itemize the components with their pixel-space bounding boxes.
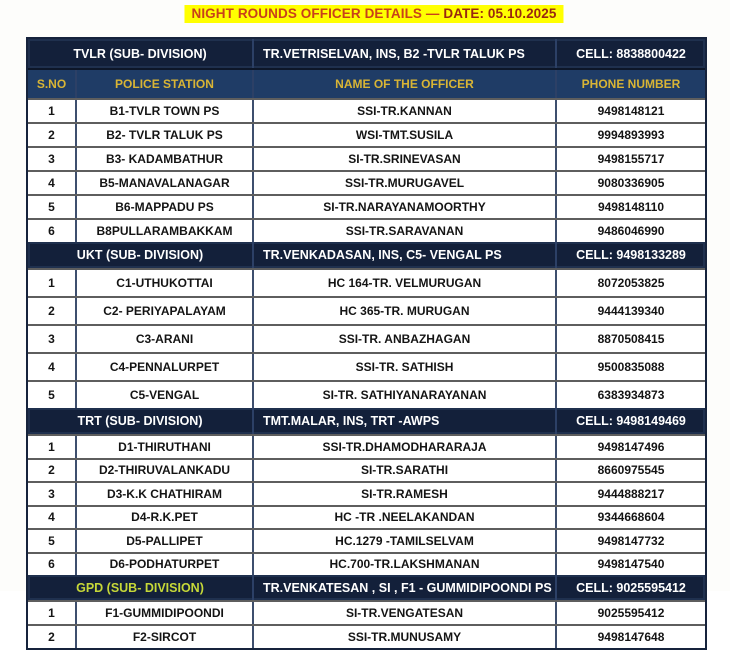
sno-cell: 1 <box>28 270 77 296</box>
phone-cell: 9486046990 <box>597 224 665 238</box>
table-row <box>28 146 705 170</box>
phone-cell: 9498148121 <box>597 104 665 118</box>
sno-cell: 5 <box>28 382 77 408</box>
officer-cell: SI-TR. SATHIYANARAYANAN <box>254 382 557 408</box>
station-cell: F1-GUMMIDIPOONDI <box>77 602 254 624</box>
sno-cell: 6 <box>28 554 77 576</box>
sno-cell: 3 <box>28 148 77 170</box>
section-header-row <box>28 39 705 68</box>
station-cell: D2-THIRUVALANKADU <box>77 460 254 482</box>
sno-cell: 2 <box>28 460 77 482</box>
sno-cell: 2 <box>28 626 77 648</box>
table-row <box>28 194 705 218</box>
sno-cell: 1 <box>28 602 77 624</box>
table-row <box>28 296 705 324</box>
section-division-label: TRT (SUB- DIVISION) <box>28 408 254 434</box>
officer-cell: SI-TR.VENGATESAN <box>254 602 557 624</box>
officer-cell: SSI-TR. SATHISH <box>254 354 557 380</box>
station-cell: B6-MAPPADU PS <box>77 196 254 218</box>
phone-cell: 8870508415 <box>597 332 665 346</box>
section-0 <box>28 39 705 242</box>
section-1 <box>28 242 705 408</box>
station-cell: B8PULLARAMBAKKAM <box>77 220 254 242</box>
section-incharge-label: TR.VETRISELVAN, INS, B2 -TVLR TALUK PS <box>254 39 557 68</box>
station-cell: F2-SIRCOT <box>77 626 254 648</box>
sno-cell: 2 <box>28 298 77 324</box>
table-row <box>28 600 705 624</box>
station-cell: B5-MANAVALANAGAR <box>77 172 254 194</box>
station-cell: D3-K.K CHATHIRAM <box>77 483 254 505</box>
table-row <box>28 481 705 505</box>
station-cell: C1-UTHUKOTTAI <box>77 270 254 296</box>
phone-cell: 9994893993 <box>597 128 665 142</box>
phone-cell: 9498147732 <box>597 533 665 548</box>
station-cell: D1-THIRUTHANI <box>77 436 254 458</box>
phone-cell: 9080336905 <box>597 176 665 190</box>
section-cell-number: CELL: 9498133289 <box>576 248 686 262</box>
officer-cell: SSI-TR. ANBAZHAGAN <box>254 326 557 352</box>
officer-cell: SSI-TR.SARAVANAN <box>254 220 557 242</box>
officer-cell: HC.700-TR.LAKSHMANAN <box>254 554 557 576</box>
table-row <box>28 352 705 380</box>
table-row <box>28 218 705 242</box>
phone-cell: 6383934873 <box>597 388 665 402</box>
officer-cell: HC -TR .NEELAKANDAN <box>254 507 557 529</box>
officer-cell: SSI-TR.MURUGAVEL <box>254 172 557 194</box>
section-header-row <box>28 575 705 600</box>
column-header-1: POLICE STATION <box>77 70 254 98</box>
phone-cell: 9344668604 <box>597 510 665 525</box>
table-row <box>28 122 705 146</box>
sno-cell: 6 <box>28 220 77 242</box>
section-cell-number: CELL: 9498149469 <box>576 414 686 428</box>
page-title <box>184 5 563 23</box>
column-header-0: S.NO <box>28 70 77 98</box>
section-division-label: UKT (SUB- DIVISION) <box>28 242 254 268</box>
sno-cell: 4 <box>28 354 77 380</box>
table-row <box>28 458 705 482</box>
officer-cell: HC.1279 -TAMILSELVAM <box>254 530 557 552</box>
officer-cell: HC 164-TR. VELMURUGAN <box>254 270 557 296</box>
officer-cell: SI-TR.SRINEVASAN <box>254 148 557 170</box>
section-division-label: GPD (SUB- DIVISION) <box>28 575 254 600</box>
table-row <box>28 98 705 122</box>
section-header-row <box>28 408 705 434</box>
phone-cell: 9498147540 <box>597 557 665 572</box>
section-incharge-label: TMT.MALAR, INS, TRT -AWPS <box>254 408 557 434</box>
sno-cell: 2 <box>28 124 77 146</box>
table-row <box>28 324 705 352</box>
section-cell-number: CELL: 9025595412 <box>576 580 686 595</box>
column-header-row <box>28 68 705 98</box>
sno-cell: 4 <box>28 172 77 194</box>
section-division-label: TVLR (SUB- DIVISION) <box>28 39 254 68</box>
table-row <box>28 380 705 408</box>
section-incharge-label: TR.VENKADASAN, INS, C5- VENGAL PS <box>254 242 557 268</box>
station-cell: D4-R.K.PET <box>77 507 254 529</box>
section-2 <box>28 408 705 575</box>
sno-cell: 5 <box>28 196 77 218</box>
sno-cell: 1 <box>28 100 77 122</box>
station-cell: D5-PALLIPET <box>77 530 254 552</box>
phone-cell: 8072053825 <box>597 276 665 290</box>
phone-cell: 9498155717 <box>597 152 665 166</box>
phone-cell: 9498147648 <box>597 630 665 644</box>
phone-cell: 9498147496 <box>597 439 665 454</box>
station-cell: B2- TVLR TALUK PS <box>77 124 254 146</box>
section-cell-number: CELL: 8838800422 <box>576 46 686 61</box>
phone-cell: 9444888217 <box>597 486 665 501</box>
station-cell: B3- KADAMBATHUR <box>77 148 254 170</box>
column-header-3: PHONE NUMBER <box>581 77 681 91</box>
station-cell: C2- PERIYAPALAYAM <box>77 298 254 324</box>
station-cell: B1-TVLR TOWN PS <box>77 100 254 122</box>
page-title-text: NIGHT ROUNDS OFFICER DETAILS — <box>191 6 440 21</box>
column-header-2: NAME OF THE OFFICER <box>254 70 557 98</box>
station-cell: C5-VENGAL <box>77 382 254 408</box>
sno-cell: 1 <box>28 436 77 458</box>
phone-cell: 9498148110 <box>597 200 665 214</box>
officer-cell: SSI-TR.DHAMODHARARAJA <box>254 436 557 458</box>
table-row <box>28 505 705 529</box>
station-cell: C4-PENNALURPET <box>77 354 254 380</box>
sno-cell: 3 <box>28 326 77 352</box>
page-title-date: DATE: 05.10.2025 <box>443 6 557 21</box>
officer-cell: SSI-TR.KANNAN <box>254 100 557 122</box>
phone-cell: 9025595412 <box>597 606 665 620</box>
table-row <box>28 552 705 576</box>
officer-cell: SSI-TR.MUNUSAMY <box>254 626 557 648</box>
officer-cell: WSI-TMT.SUSILA <box>254 124 557 146</box>
station-cell: C3-ARANI <box>77 326 254 352</box>
station-cell: D6-PODHATURPET <box>77 554 254 576</box>
table-row <box>28 528 705 552</box>
sno-cell: 5 <box>28 530 77 552</box>
sno-cell: 3 <box>28 483 77 505</box>
officer-table <box>26 37 707 650</box>
section-header-row <box>28 242 705 268</box>
table-row <box>28 434 705 458</box>
table-row <box>28 170 705 194</box>
sno-cell: 4 <box>28 507 77 529</box>
section-incharge-label: TR.VENKATESAN , SI , F1 - GUMMIDIPOONDI PS <box>254 575 557 600</box>
table-row <box>28 624 705 648</box>
officer-cell: SI-TR.RAMESH <box>254 483 557 505</box>
officer-cell: HC 365-TR. MURUGAN <box>254 298 557 324</box>
officer-cell: SI-TR.SARATHI <box>254 460 557 482</box>
table-row <box>28 268 705 296</box>
officer-cell: SI-TR.NARAYANAMOORTHY <box>254 196 557 218</box>
section-3 <box>28 575 705 648</box>
phone-cell: 9444139340 <box>597 304 665 318</box>
phone-cell: 9500835088 <box>597 360 665 374</box>
phone-cell: 8660975545 <box>597 463 665 478</box>
